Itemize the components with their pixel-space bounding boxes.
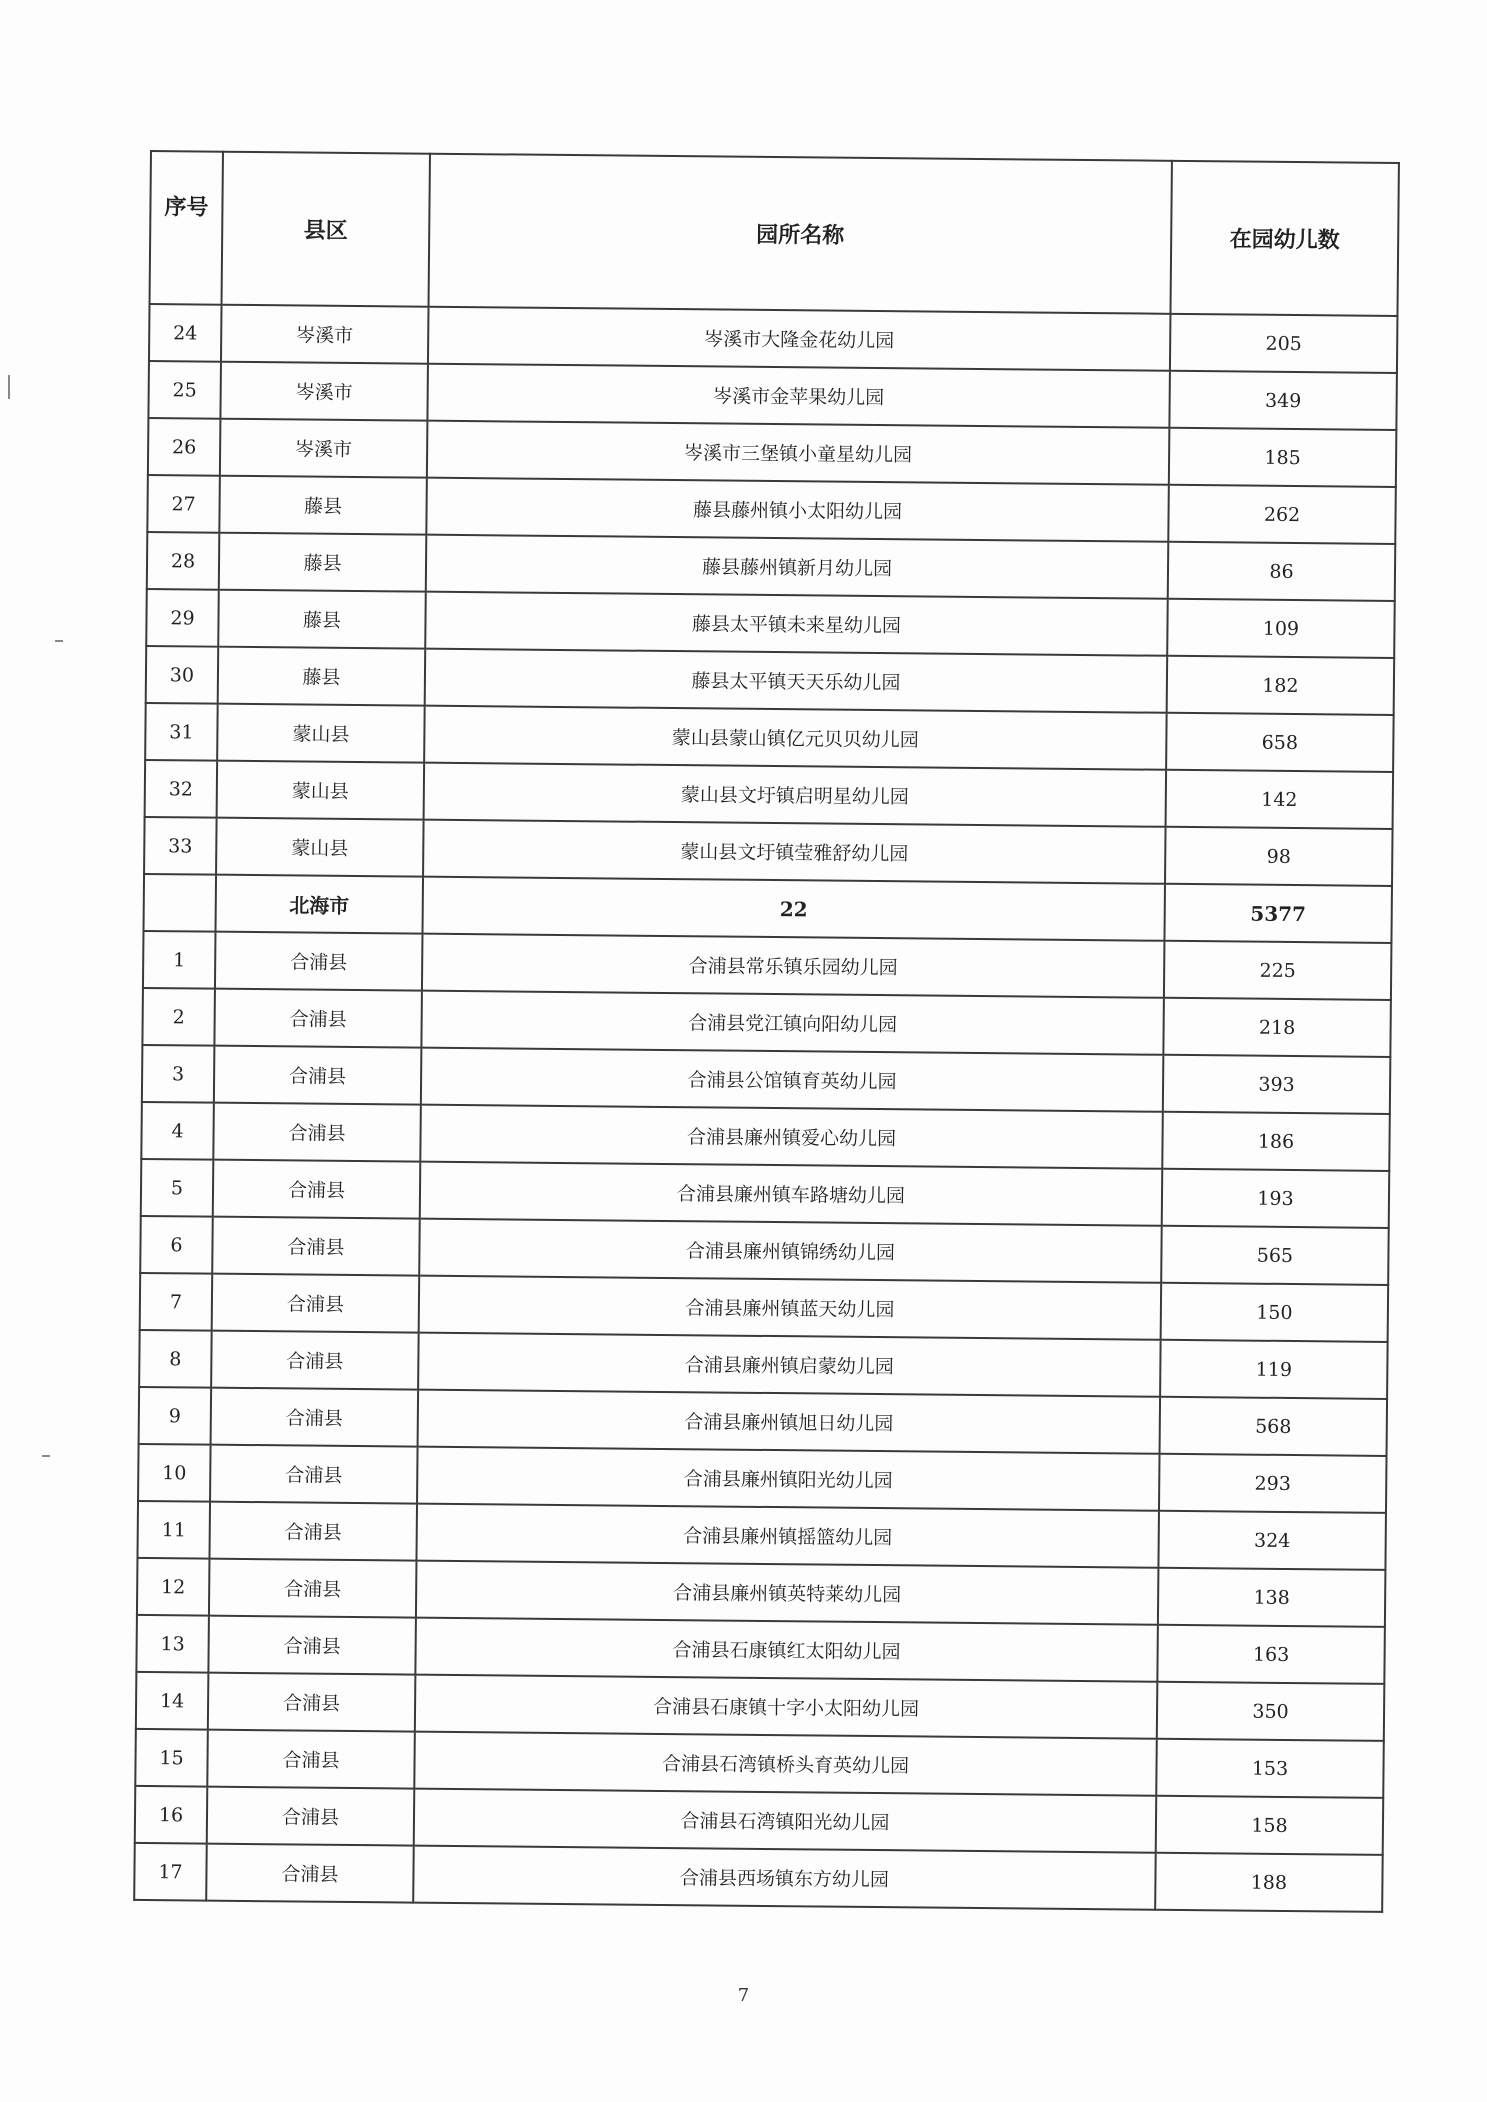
cell-district: 蒙山县 [216,818,424,877]
cell-district: 藤县 [219,476,427,535]
cell-name: 合浦县廉州镇英特莱幼儿园 [416,1561,1159,1625]
cell-name: 岑溪市金苹果幼儿园 [427,364,1170,428]
cell-no: 30 [146,646,219,704]
cell-district: 合浦县 [207,1787,415,1846]
cell-name: 22 [422,877,1165,941]
cell-no: 26 [148,418,221,476]
cell-count: 153 [1156,1739,1384,1798]
cell-no: 3 [142,1045,215,1103]
cell-count: 86 [1168,542,1396,601]
cell-name: 合浦县廉州镇车路塘幼儿园 [420,1162,1163,1226]
cell-count: 158 [1156,1796,1384,1855]
cell-no: 10 [138,1444,211,1502]
table-row [134,1843,1382,1912]
cell-name: 合浦县西场镇东方幼儿园 [413,1846,1156,1910]
cell-count: 324 [1158,1511,1386,1570]
cell-name: 藤县太平镇未来星幼儿园 [425,592,1168,656]
cell-district: 藤县 [218,647,426,706]
cell-no: 2 [142,988,215,1046]
cell-no: 17 [134,1843,207,1901]
cell-count: 109 [1167,599,1395,658]
cell-name: 合浦县常乐镇乐园幼儿园 [422,934,1165,998]
cell-name: 岑溪市大隆金花幼儿园 [428,307,1171,371]
table-body [134,304,1397,1912]
cell-no: 12 [137,1558,210,1616]
cell-district: 蒙山县 [217,761,425,820]
cell-count: 150 [1161,1283,1389,1342]
cell-no: 9 [139,1387,212,1445]
cell-count: 568 [1160,1397,1388,1456]
cell-district: 合浦县 [210,1445,418,1504]
cell-no: 11 [137,1501,210,1559]
cell-count: 218 [1163,998,1391,1057]
cell-district: 合浦县 [215,932,423,991]
cell-district: 岑溪市 [220,362,428,421]
cell-no: 7 [140,1273,213,1331]
cell-name: 藤县藤州镇小太阳幼儿园 [426,478,1169,542]
cell-name: 蒙山县文圩镇莹雅舒幼儿园 [423,820,1166,884]
cell-name: 合浦县廉州镇锦绣幼儿园 [419,1219,1162,1283]
table-header-row [150,151,1399,316]
cell-district: 藤县 [219,533,427,592]
cell-no: 31 [145,703,218,761]
cell-count: 138 [1158,1568,1386,1627]
header-name: 园所名称 [429,154,1172,314]
cell-district: 合浦县 [207,1730,415,1789]
kindergarten-table-wrapper [133,150,1390,1913]
cell-no: 4 [141,1102,214,1160]
cell-count: 188 [1155,1853,1383,1912]
scan-mark [8,375,10,399]
header-district: 县区 [222,152,430,307]
cell-no: 5 [141,1159,214,1217]
cell-name: 合浦县公馆镇育英幼儿园 [421,1048,1164,1112]
cell-count: 350 [1157,1682,1385,1741]
cell-no: 28 [147,532,220,590]
kindergarten-table [133,150,1400,1913]
cell-name: 合浦县廉州镇摇篮幼儿园 [416,1504,1159,1568]
cell-count: 142 [1166,770,1394,829]
cell-name: 合浦县廉州镇爱心幼儿园 [420,1105,1163,1169]
cell-district: 合浦县 [209,1559,417,1618]
cell-district: 合浦县 [211,1331,419,1390]
cell-no [144,874,217,932]
cell-count: 293 [1159,1454,1387,1513]
cell-no: 33 [144,817,217,875]
cell-no: 13 [136,1615,209,1673]
cell-count: 98 [1165,827,1393,886]
cell-district: 合浦县 [206,1844,414,1903]
cell-count: 182 [1167,656,1395,715]
cell-name: 合浦县廉州镇启蒙幼儿园 [418,1333,1161,1397]
cell-name: 蒙山县文圩镇启明星幼儿园 [424,763,1167,827]
cell-name: 合浦县石湾镇阳光幼儿园 [414,1789,1157,1853]
cell-name: 藤县太平镇天天乐幼儿园 [425,649,1168,713]
cell-district: 合浦县 [209,1502,417,1561]
cell-no: 16 [135,1786,208,1844]
cell-name: 岑溪市三堡镇小童星幼儿园 [427,421,1170,485]
cell-district: 藤县 [218,590,426,649]
cell-district: 合浦县 [211,1388,419,1447]
cell-no: 1 [143,931,216,989]
cell-count: 349 [1169,371,1397,430]
cell-name: 合浦县石康镇红太阳幼儿园 [415,1618,1158,1682]
cell-name: 藤县藤州镇新月幼儿园 [426,535,1169,599]
cell-name: 合浦县党江镇向阳幼儿园 [421,991,1164,1055]
cell-count: 119 [1160,1340,1388,1399]
cell-no: 24 [149,304,222,362]
page-number: 7 [737,1985,750,2006]
cell-district: 合浦县 [208,1616,416,1675]
header-no: 序号 [150,151,223,305]
cell-count: 185 [1169,428,1397,487]
cell-count: 163 [1157,1625,1385,1684]
cell-name: 合浦县廉州镇蓝天幼儿园 [419,1276,1162,1340]
cell-district: 合浦县 [208,1673,416,1732]
cell-no: 25 [148,361,221,419]
cell-name: 合浦县石康镇十字小太阳幼儿园 [415,1675,1158,1739]
cell-district: 合浦县 [214,989,422,1048]
cell-district: 合浦县 [212,1217,420,1276]
cell-no: 15 [135,1729,208,1787]
cell-count: 205 [1170,314,1398,373]
cell-name: 蒙山县蒙山镇亿元贝贝幼儿园 [424,706,1167,770]
cell-no: 6 [140,1216,213,1274]
cell-name: 合浦县石湾镇桥头育英幼儿园 [414,1732,1157,1796]
cell-district: 合浦县 [213,1103,421,1162]
cell-district: 蒙山县 [217,704,425,763]
cell-district: 岑溪市 [220,419,428,478]
cell-count: 393 [1163,1055,1391,1114]
cell-district: 合浦县 [212,1274,420,1333]
cell-no: 8 [139,1330,212,1388]
cell-count: 5377 [1164,884,1392,943]
cell-count: 186 [1162,1112,1390,1171]
cell-no: 29 [146,589,219,647]
cell-district: 岑溪市 [221,305,429,364]
cell-name: 合浦县廉州镇旭日幼儿园 [418,1390,1161,1454]
cell-count: 193 [1162,1169,1390,1228]
cell-no: 14 [136,1672,209,1730]
cell-count: 262 [1168,485,1396,544]
cell-count: 565 [1161,1226,1389,1285]
cell-no: 27 [147,475,220,533]
cell-name: 合浦县廉州镇阳光幼儿园 [417,1447,1160,1511]
cell-district: 合浦县 [213,1160,421,1219]
header-count: 在园幼儿数 [1170,161,1398,316]
cell-count: 658 [1166,713,1394,772]
scan-mark [55,640,63,642]
cell-no: 32 [145,760,218,818]
cell-district: 北海市 [215,875,423,934]
cell-district: 合浦县 [214,1046,422,1105]
cell-count: 225 [1164,941,1392,1000]
scan-mark [42,1455,50,1457]
